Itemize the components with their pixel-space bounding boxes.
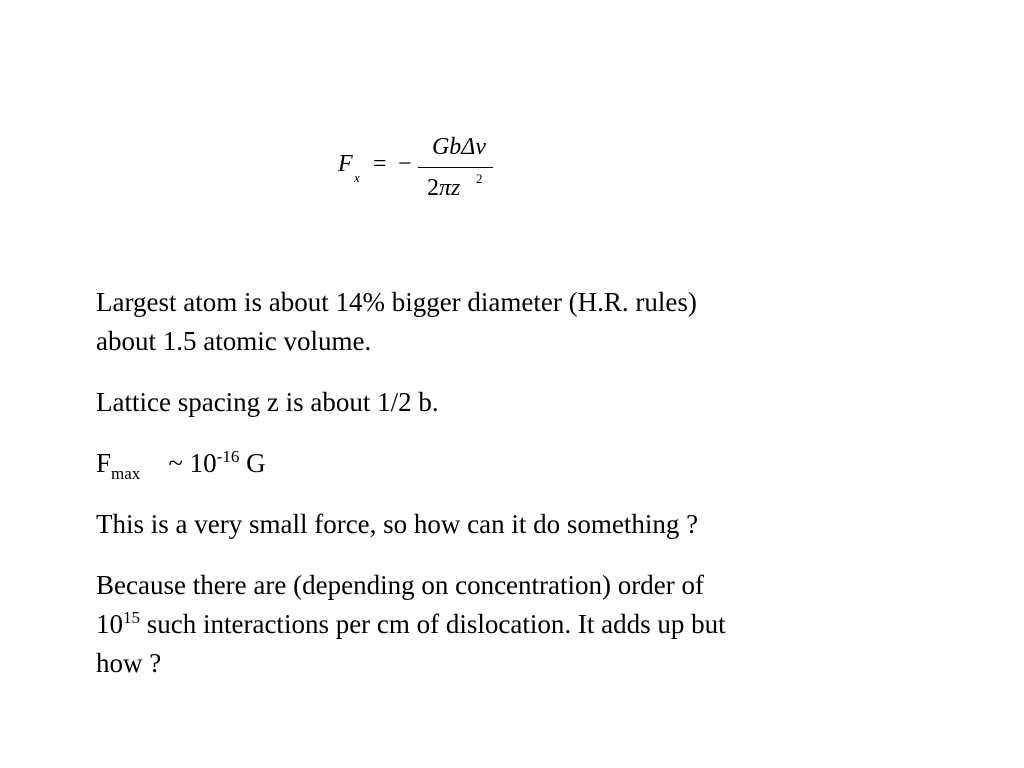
small-force-text: This is a very small force, so how can it do something ? xyxy=(96,509,699,539)
concentration-line-3: how ? xyxy=(96,648,162,678)
equation-numerator: GbΔv xyxy=(431,134,487,160)
equation-denominator xyxy=(427,175,460,202)
concentration-exponent: 15 xyxy=(123,608,140,627)
concentration-line-1: Because there are (depending on concentration) order of xyxy=(96,570,704,600)
equation-denominator-exponent: 2 xyxy=(476,171,483,186)
fmax-symbol: F xyxy=(96,448,112,478)
equation-equals-sign: = xyxy=(373,151,387,177)
concentration-base: 10 xyxy=(96,609,123,639)
paragraph-fmax xyxy=(96,444,926,483)
fmax-unit: G xyxy=(239,448,266,478)
fmax-exponent: -16 xyxy=(216,447,240,466)
equation-minus-sign: − xyxy=(398,151,412,177)
paragraph-atom-size xyxy=(96,283,926,361)
denominator-two: 2 xyxy=(427,175,439,201)
slide-body xyxy=(96,283,926,705)
fmax-subscript: max xyxy=(111,464,141,483)
atom-size-line-1: Largest atom is about 14% bigger diameter (H.R. rules) xyxy=(96,287,697,317)
paragraph-small-force xyxy=(96,505,926,544)
atom-size-line-2: about 1.5 atomic volume. xyxy=(96,326,372,356)
equation-fraction-bar xyxy=(418,167,493,168)
paragraph-concentration xyxy=(96,566,926,683)
denominator-pi-z: πz xyxy=(439,175,461,201)
equation-lhs: F xyxy=(338,151,353,177)
force-equation xyxy=(338,134,508,208)
fmax-approx-value: ~ 10 xyxy=(168,448,217,478)
concentration-line-2-rest: such interactions per cm of dislocation. It adds up but xyxy=(140,609,726,639)
paragraph-lattice-spacing xyxy=(96,383,926,422)
lattice-spacing-text: Lattice spacing z is about 1/2 b. xyxy=(96,387,439,417)
equation-lhs-subscript: x xyxy=(354,170,360,185)
